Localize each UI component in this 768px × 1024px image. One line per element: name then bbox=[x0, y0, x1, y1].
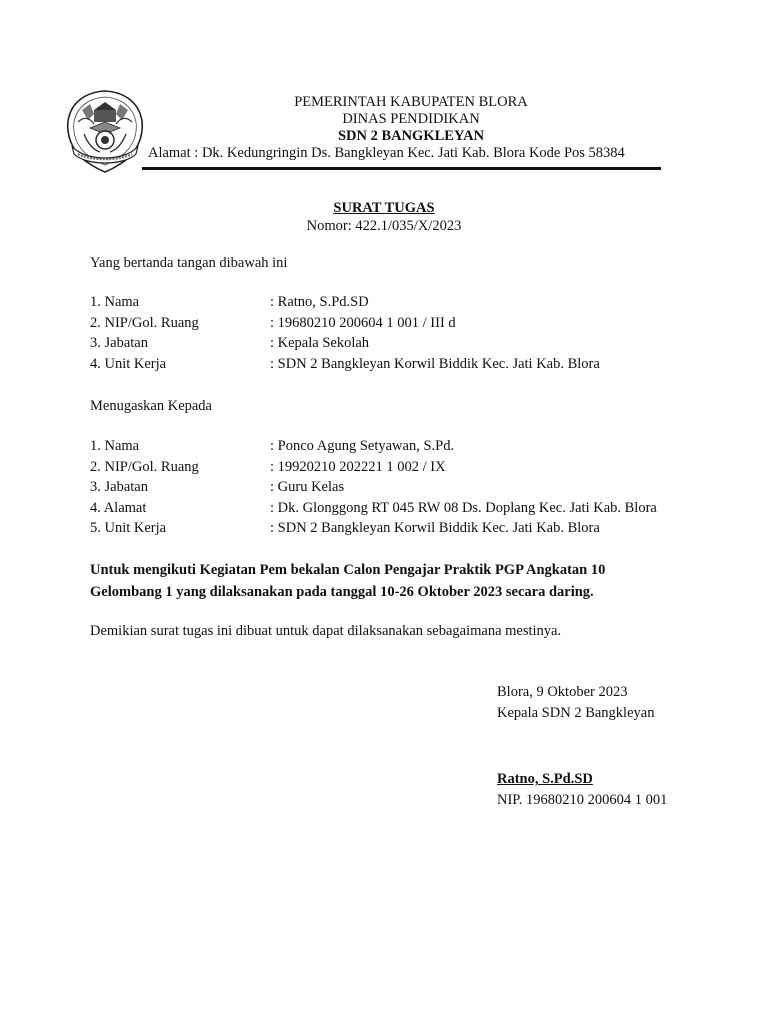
field-value: : Kepala Sekolah bbox=[270, 335, 370, 351]
signatory-row bbox=[90, 313, 600, 334]
field-value: : Ponco Agung Setyawan, S.Pd. bbox=[270, 438, 455, 454]
signer-name: Ratno, S.Pd.SD bbox=[497, 771, 593, 787]
field-value: : Guru Kelas bbox=[270, 479, 345, 495]
signatory-row bbox=[90, 354, 600, 375]
field-value: : Ratno, S.Pd.SD bbox=[270, 294, 369, 310]
assignee-row bbox=[90, 457, 657, 478]
government-name: PEMERINTAH KABUPATEN BLORA bbox=[294, 94, 528, 110]
signatory-row bbox=[90, 292, 600, 313]
assignee-details bbox=[90, 436, 657, 539]
agency-name: DINAS PENDIDIKAN bbox=[342, 111, 480, 127]
blora-regency-seal-icon bbox=[64, 88, 146, 174]
letterhead bbox=[146, 94, 676, 162]
signatory-details bbox=[90, 292, 600, 374]
field-label: 2. NIP/Gol. Ruang bbox=[90, 458, 199, 475]
assign-intro-text: Menugaskan Kepada bbox=[90, 398, 212, 414]
field-label: 4. Unit Kerja bbox=[90, 355, 167, 372]
signer-position: Kepala SDN 2 Bangkleyan bbox=[497, 705, 655, 721]
school-name: SDN 2 BANGKLEYAN bbox=[337, 128, 485, 144]
purpose-line: Untuk mengikuti Kegiatan Pem bekalan Calon Pengajar Praktik PGP Angkatan 10 bbox=[90, 562, 606, 578]
field-label: 1. Nama bbox=[90, 294, 140, 310]
field-value: : Dk. Glonggong RT 045 RW 08 Ds. Doplang Kec. Jati Kab. Blora bbox=[270, 499, 657, 516]
signature-block bbox=[497, 682, 654, 724]
field-label: 2. NIP/Gol. Ruang bbox=[90, 314, 199, 331]
field-value: : SDN 2 Bangkleyan Korwil Biddik Kec. Jati Kab. Blora bbox=[270, 520, 600, 536]
field-label: 1. Nama bbox=[90, 438, 140, 454]
field-label: 5. Unit Kerja bbox=[90, 520, 167, 536]
intro-text: Yang bertanda tangan dibawah ini bbox=[90, 255, 288, 271]
field-value: : SDN 2 Bangkleyan Korwil Biddik Kec. Jati Kab. Blora bbox=[270, 355, 600, 372]
signatory-row bbox=[90, 333, 600, 354]
field-label: 3. Jabatan bbox=[90, 335, 148, 351]
field-label: 3. Jabatan bbox=[90, 479, 148, 495]
field-value: : 19680210 200604 1 001 / III d bbox=[270, 314, 456, 331]
letterhead-divider bbox=[142, 167, 661, 170]
assignee-row bbox=[90, 436, 657, 457]
signer-identity bbox=[497, 769, 667, 811]
field-label: 4. Alamat bbox=[90, 499, 147, 516]
assignee-row bbox=[90, 498, 657, 519]
field-value: : 19920210 202221 1 002 / IX bbox=[270, 458, 446, 475]
closing-text: Demikian surat tugas ini dibuat untuk dapat dilaksanakan sebagaimana mestinya. bbox=[90, 623, 562, 639]
letter-number: Nomor: 422.1/035/X/2023 bbox=[306, 218, 462, 234]
assignee-row bbox=[90, 518, 657, 539]
assignee-row bbox=[90, 477, 657, 498]
school-address: Alamat : Dk. Kedungringin Ds. Bangkleyan Kec. Jati Kab. Blora Kode Pos 58384 bbox=[148, 145, 625, 161]
letter-title: SURAT TUGAS bbox=[333, 200, 435, 216]
signer-nip: NIP. 19680210 200604 1 001 bbox=[497, 792, 668, 808]
letter-title-block bbox=[0, 199, 768, 235]
assignment-purpose bbox=[90, 560, 650, 603]
place-date: Blora, 9 Oktober 2023 bbox=[497, 684, 628, 700]
purpose-line: Gelombang 1 yang dilaksanakan pada tanggal 10-26 Oktober 2023 secara daring. bbox=[90, 583, 594, 600]
